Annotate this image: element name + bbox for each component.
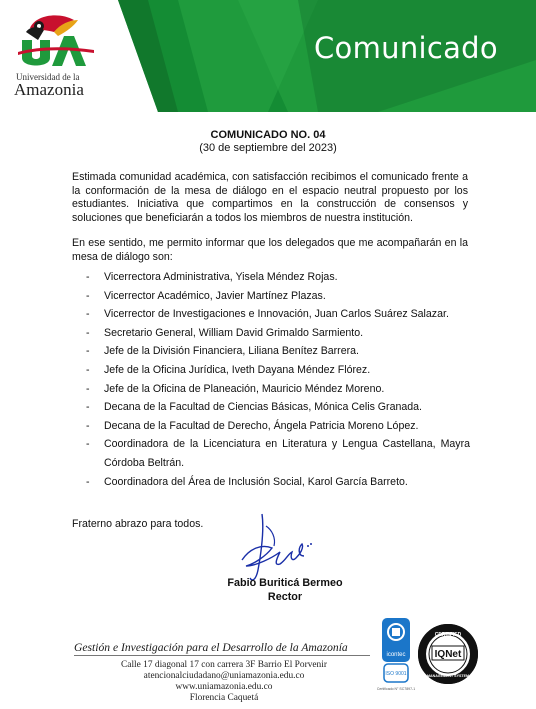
iqnet-certification-icon (418, 614, 478, 694)
footer-divider (74, 655, 370, 656)
cert1-sub: ISO 9001 (385, 671, 407, 677)
closing-text: Fraterno abrazo para todos. (72, 518, 204, 530)
logo-text-line2: Amazonia (14, 80, 84, 99)
delegate-text: Jefe de la Oficina Jurídica, Iveth Dayana Méndez Flórez. (104, 363, 371, 376)
delegate-text: Vicerrectora Administrativa, Yisela Méndez Rojas. (104, 271, 338, 283)
list-item: - Jefe de la División Financiera, Liliana Benítez Barrera. (86, 345, 359, 358)
list-item: - Decana de la Facultad de Derecho, Ángela Patricia Moreno López. (86, 419, 419, 432)
delegate-text: Jefe de la División Financiera, Liliana Benítez Barrera. (104, 345, 359, 358)
list-item: - Jefe de la Oficina Jurídica, Iveth Dayana Méndez Flórez. (86, 363, 371, 376)
cert2-label: IQNet (434, 649, 462, 660)
signer-name: Fabio Buriticá Bermeo (227, 577, 343, 589)
communique-number: COMUNICADO NO. 04 (210, 129, 326, 141)
handwritten-signature-icon (232, 508, 322, 588)
header-title: Comunicado (314, 31, 498, 65)
cert2-top: CERTIFIED (434, 632, 462, 638)
delegate-text: Vicerrector de Investigaciones e Innovación, Juan Carlos Suárez Salazar. (104, 308, 449, 321)
footer-motto: Gestión e Investigación para el Desarrollo de la Amazonía (74, 641, 348, 654)
signer-role: Rector (267, 591, 303, 603)
list-item: - Secretario General, William David Grimaldo Sarmiento. (86, 326, 364, 339)
footer-website: www.uniamazonia.edu.co (175, 682, 273, 692)
list-item: - Vicerrector de Investigaciones e Innovación, Juan Carlos Suárez Salazar. (86, 308, 449, 321)
delegate-text: Secretario General, William David Grimaldo Sarmiento. (104, 326, 364, 339)
list-item: - Coordinadora del Área de Inclusión Social, Karol García Barreto. (86, 475, 408, 488)
list-item: - Vicerrector Académico, Javier Martínez Plazas. (86, 289, 326, 302)
delegate-text: Coordinadora de la Licenciatura en Literatura y Lengua Castellana, Mayra Córdoba Beltrán. (104, 438, 470, 469)
header-banner (118, 0, 536, 112)
cert1-note: Certificado N° SC7897-1 (376, 687, 416, 691)
intro-paragraph: Estimada comunidad académica, con satisfacción recibimos el comunicado frente a la conformación de la mesa de diálogo en el espacio neutral propuesto por los estudiantes. Iniciativa que compartimos en la construcción de consensos y soluciones que beneficiarán a todos los miembros de nuestra institución. (72, 171, 468, 224)
toucan-logo-icon (8, 6, 118, 76)
icontec-certification-icon (376, 616, 416, 702)
delegate-text: Decana de la Facultad de Ciencias Básicas, Mónica Celis Granada. (104, 401, 422, 414)
university-logo (8, 6, 118, 106)
list-item: - Jefe de la Oficina de Planeación, Mauricio Méndez Moreno. (86, 382, 385, 395)
cert1-label: icontec (386, 652, 406, 658)
list-item: - Decana de la Facultad de Ciencias Básicas, Mónica Celis Granada. (86, 401, 422, 414)
list-item: - Coordinadora de la Licenciatura en Literatura y Lengua Castellana, Mayra Córdoba Beltrán. (86, 438, 470, 469)
footer-address: Calle 17 diagonal 17 con carrera 3F Barrio El Porvenir (121, 660, 327, 670)
delegates-list (86, 268, 470, 491)
delegate-text: Coordinadora del Área de Inclusión Social, Karol García Barreto. (104, 475, 408, 488)
footer-email: atencionalciudadano@uniamazonia.edu.co (143, 671, 305, 681)
communique-date: (30 de septiembre del 2023) (199, 142, 337, 154)
page-header (0, 0, 536, 112)
delegate-text: Jefe de la Oficina de Planeación, Mauricio Méndez Moreno. (104, 382, 385, 395)
delegates-intro-paragraph: En ese sentido, me permito informar que los delegados que me acompañarán en la mesa de diálogo son: (72, 237, 468, 263)
footer-city: Florencia Caquetá (189, 693, 259, 703)
delegate-text: Vicerrector Académico, Javier Martínez Plazas. (104, 289, 326, 302)
delegate-text: Decana de la Facultad de Derecho, Ángela Patricia Moreno López. (104, 419, 419, 432)
cert2-bottom: MANAGEMENT SYSTEM (427, 674, 469, 678)
list-item: - Vicerrectora Administrativa, Yisela Méndez Rojas. (86, 271, 338, 283)
logo-text-line1: Universidad de la (16, 72, 80, 82)
